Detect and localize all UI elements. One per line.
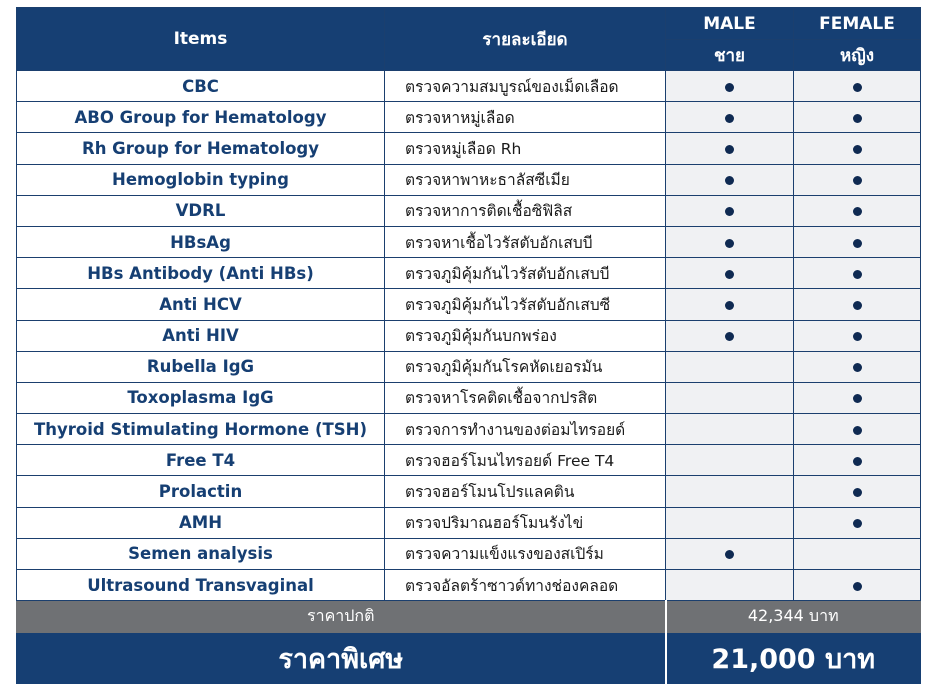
item-name: Toxoplasma IgG xyxy=(17,382,385,413)
header-items: Items xyxy=(17,8,385,71)
female-included-dot-icon xyxy=(853,457,862,466)
item-name: AMH xyxy=(17,507,385,538)
male-cell xyxy=(666,414,794,445)
female-cell xyxy=(794,258,921,289)
female-included-dot-icon xyxy=(853,394,862,403)
female-cell xyxy=(794,570,921,601)
female-cell xyxy=(794,476,921,507)
header-male: MALE xyxy=(666,8,794,40)
male-cell xyxy=(666,570,794,601)
female-included-dot-icon xyxy=(853,145,862,154)
male-included-dot-icon xyxy=(725,239,734,248)
special-price-label: ราคาพิเศษ xyxy=(17,633,666,684)
table-row xyxy=(17,570,921,601)
item-description: ตรวจหาโรคติดเชื้อจากปรสิต xyxy=(385,382,666,413)
male-cell xyxy=(666,445,794,476)
normal-price-row xyxy=(17,601,921,633)
female-cell xyxy=(794,289,921,320)
item-name: Semen analysis xyxy=(17,538,385,569)
normal-price-label: ราคาปกติ xyxy=(17,601,666,633)
male-included-dot-icon xyxy=(725,270,734,279)
table-row xyxy=(17,476,921,507)
table-row xyxy=(17,258,921,289)
male-cell xyxy=(666,133,794,164)
female-included-dot-icon xyxy=(853,582,862,591)
female-included-dot-icon xyxy=(853,270,862,279)
header-female: FEMALE xyxy=(794,8,921,40)
header-details: รายละเอียด xyxy=(385,8,666,71)
item-name: VDRL xyxy=(17,195,385,226)
item-description: ตรวจหาหมู่เลือด xyxy=(385,102,666,133)
female-cell xyxy=(794,164,921,195)
header-female-thai: หญิง xyxy=(794,40,921,71)
male-cell xyxy=(666,320,794,351)
female-included-dot-icon xyxy=(853,83,862,92)
female-included-dot-icon xyxy=(853,114,862,123)
table-row xyxy=(17,195,921,226)
item-description: ตรวจหมู่เลือด Rh xyxy=(385,133,666,164)
table-row xyxy=(17,102,921,133)
table-row xyxy=(17,445,921,476)
item-description: ตรวจภูมิคุ้มกันบกพร่อง xyxy=(385,320,666,351)
item-name: Hemoglobin typing xyxy=(17,164,385,195)
male-cell xyxy=(666,382,794,413)
male-included-dot-icon xyxy=(725,207,734,216)
female-included-dot-icon xyxy=(853,488,862,497)
table-row xyxy=(17,382,921,413)
table-row xyxy=(17,71,921,102)
female-cell xyxy=(794,507,921,538)
item-description: ตรวจภูมิคุ้มกันโรคหัดเยอรมัน xyxy=(385,351,666,382)
item-name: Anti HIV xyxy=(17,320,385,351)
female-cell xyxy=(794,382,921,413)
female-cell xyxy=(794,320,921,351)
female-included-dot-icon xyxy=(853,332,862,341)
item-name: CBC xyxy=(17,71,385,102)
item-description: ตรวจหาเชื้อไวรัสตับอักเสบบี xyxy=(385,226,666,257)
female-cell xyxy=(794,414,921,445)
item-name: Rh Group for Hematology xyxy=(17,133,385,164)
male-cell xyxy=(666,538,794,569)
female-included-dot-icon xyxy=(853,176,862,185)
male-included-dot-icon xyxy=(725,301,734,310)
male-cell xyxy=(666,258,794,289)
item-name: Thyroid Stimulating Hormone (TSH) xyxy=(17,414,385,445)
table-row xyxy=(17,226,921,257)
female-cell xyxy=(794,102,921,133)
item-name: Prolactin xyxy=(17,476,385,507)
item-description: ตรวจการทำงานของต่อมไทรอยด์ xyxy=(385,414,666,445)
male-included-dot-icon xyxy=(725,550,734,559)
item-description: ตรวจอัลตร้าซาวด์ทางช่องคลอด xyxy=(385,570,666,601)
female-cell xyxy=(794,445,921,476)
item-description: ตรวจฮอร์โมนโปรแลคติน xyxy=(385,476,666,507)
table-row xyxy=(17,351,921,382)
female-included-dot-icon xyxy=(853,519,862,528)
male-included-dot-icon xyxy=(725,332,734,341)
table-row xyxy=(17,133,921,164)
female-included-dot-icon xyxy=(853,207,862,216)
item-name: HBs Antibody (Anti HBs) xyxy=(17,258,385,289)
item-name: Anti HCV xyxy=(17,289,385,320)
female-included-dot-icon xyxy=(853,426,862,435)
item-description: ตรวจภูมิคุ้มกันไวรัสตับอักเสบซี xyxy=(385,289,666,320)
male-cell xyxy=(666,289,794,320)
female-included-dot-icon xyxy=(853,363,862,372)
male-cell xyxy=(666,507,794,538)
item-description: ตรวจความแข็งแรงของสเปิร์ม xyxy=(385,538,666,569)
table-row xyxy=(17,414,921,445)
item-description: ตรวจหาการติดเชื้อซิฟิลิส xyxy=(385,195,666,226)
male-included-dot-icon xyxy=(725,176,734,185)
female-included-dot-icon xyxy=(853,239,862,248)
item-description: ตรวจปริมาณฮอร์โมนรังไข่ xyxy=(385,507,666,538)
item-name: Rubella IgG xyxy=(17,351,385,382)
item-name: ABO Group for Hematology xyxy=(17,102,385,133)
male-included-dot-icon xyxy=(725,114,734,123)
package-table-container xyxy=(16,7,920,684)
table-row xyxy=(17,289,921,320)
male-cell xyxy=(666,476,794,507)
male-cell xyxy=(666,195,794,226)
table-row xyxy=(17,507,921,538)
male-cell xyxy=(666,71,794,102)
male-cell xyxy=(666,102,794,133)
male-cell xyxy=(666,351,794,382)
male-cell xyxy=(666,164,794,195)
item-description: ตรวจฮอร์โมนไทรอยด์ Free T4 xyxy=(385,445,666,476)
item-name: Ultrasound Transvaginal xyxy=(17,570,385,601)
table-row xyxy=(17,538,921,569)
table-row xyxy=(17,320,921,351)
male-included-dot-icon xyxy=(725,83,734,92)
item-description: ตรวจหาพาหะธาลัสซีเมีย xyxy=(385,164,666,195)
table-row xyxy=(17,164,921,195)
header-male-thai: ชาย xyxy=(666,40,794,71)
male-cell xyxy=(666,226,794,257)
female-cell xyxy=(794,195,921,226)
male-included-dot-icon xyxy=(725,145,734,154)
female-cell xyxy=(794,226,921,257)
item-description: ตรวจภูมิคุ้มกันไวรัสตับอักเสบบี xyxy=(385,258,666,289)
package-table xyxy=(16,7,921,684)
female-cell xyxy=(794,538,921,569)
female-cell xyxy=(794,351,921,382)
female-cell xyxy=(794,71,921,102)
item-name: HBsAg xyxy=(17,226,385,257)
special-price-row xyxy=(17,633,921,684)
item-description: ตรวจความสมบูรณ์ของเม็ดเลือด xyxy=(385,71,666,102)
item-name: Free T4 xyxy=(17,445,385,476)
special-price-value: 21,000 บาท xyxy=(666,633,921,684)
female-included-dot-icon xyxy=(853,301,862,310)
normal-price-value: 42,344 บาท xyxy=(666,601,921,633)
female-cell xyxy=(794,133,921,164)
